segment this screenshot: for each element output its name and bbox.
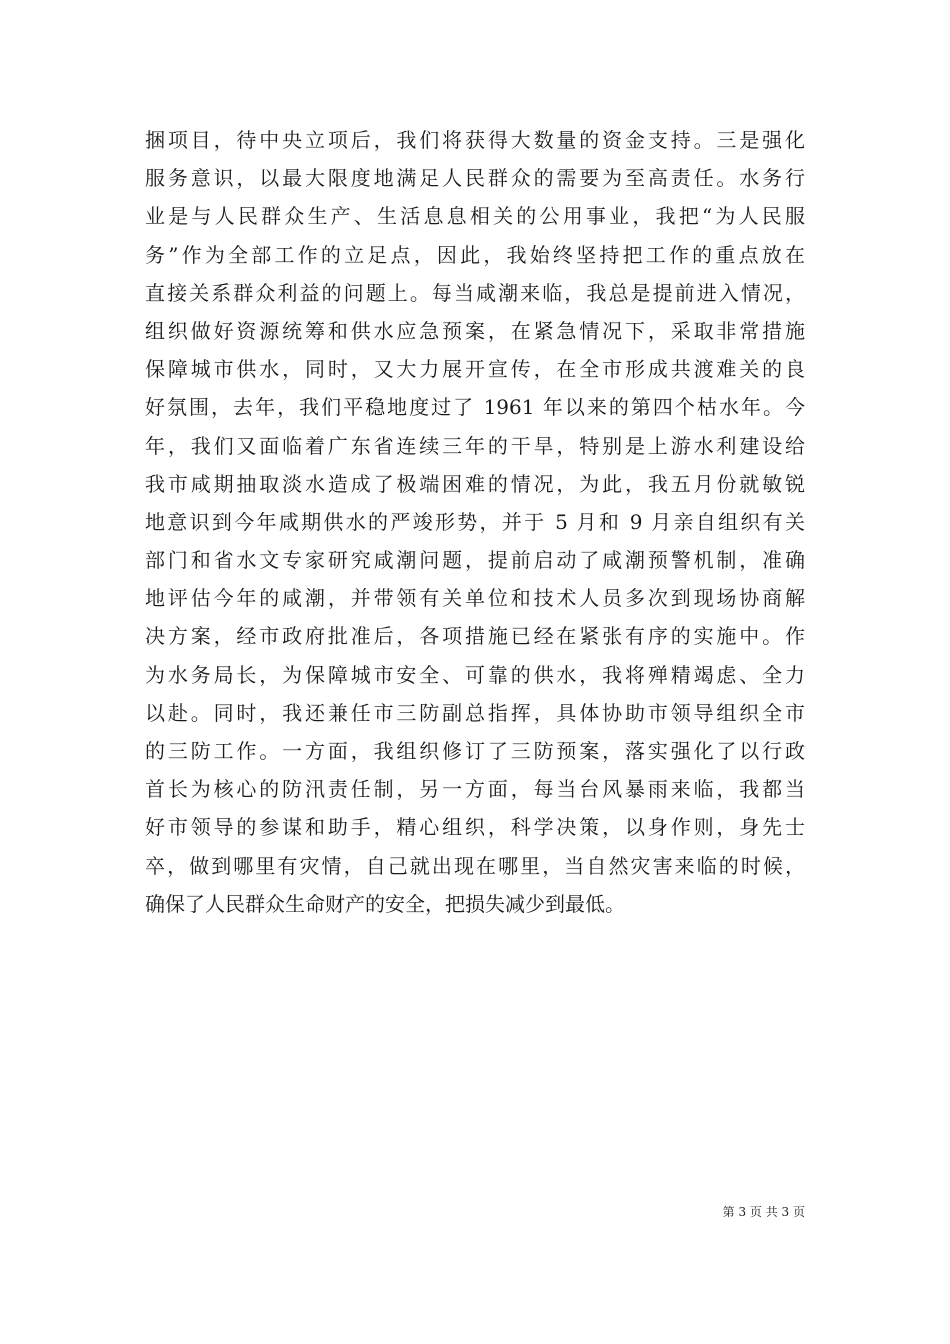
text-line: 首长为核心的防汛责任制，另一方面，每当台风暴雨来临，我都当: [145, 777, 805, 802]
text-line: 卒，做到哪里有灾情，自己就出现在哪里，当自然灾害来临的时候，: [145, 853, 805, 878]
text-line: 的三防工作。一方面，我组织修订了三防预案，落实强化了以行政: [145, 739, 805, 763]
text-line: 直接关系群众利益的问题上。每当咸潮来临，我总是提前进入情况，: [145, 280, 805, 305]
text-line: 地意识到今年咸期供水的严竣形势，并于 5 月和 9 月亲自组织有关: [145, 509, 805, 534]
text-line: 服务意识，以最大限度地满足人民群众的需要为至高责任。水务行: [145, 166, 805, 191]
text-line: 以赴。同时，我还兼任市三防副总指挥，具体协助市领导组织全市: [145, 700, 805, 725]
text-line: 业是与人民群众生产、生活息息相关的公用事业，我把“为人民服: [145, 204, 805, 229]
text-line: 务”作为全部工作的立足点，因此，我始终坚持把工作的重点放在: [145, 242, 805, 267]
text-line: 地评估今年的咸潮，并带领有关单位和技术人员多次到现场协商解: [145, 586, 805, 611]
text-line: 确保了人民群众生命财产的安全，把损失减少到最低。: [145, 891, 625, 916]
page-number-footer: 第 3 页 共 3 页: [722, 1205, 805, 1219]
text-line: 决方案，经市政府批准后，各项措施已经在紧张有序的实施中。作: [145, 624, 805, 649]
text-line: 好氛围，去年，我们平稳地度过了 1961 年以来的第四个枯水年。今: [145, 395, 805, 420]
text-line: 为水务局长，为保障城市安全、可靠的供水，我将殚精竭虑、全力: [145, 662, 805, 687]
text-line: 捆项目，待中央立项后，我们将获得大数量的资金支持。三是强化: [145, 128, 805, 152]
text-line: 保障城市供水，同时，又大力展开宣传，在全市形成共渡难关的良: [145, 357, 805, 382]
text-line: 组织做好资源统筹和供水应急预案，在紧急情况下，采取非常措施: [145, 318, 805, 343]
text-line: 部门和省水文专家研究咸潮问题，提前启动了咸潮预警机制，准确: [145, 548, 805, 573]
text-line: 我市咸期抽取淡水造成了极端困难的情况，为此，我五月份就敏锐: [145, 471, 805, 496]
text-line: 好市领导的参谋和助手，精心组织，科学决策，以身作则，身先士: [145, 815, 805, 840]
text-line: 年，我们又面临着广东省连续三年的干旱，特别是上游水利建设给: [145, 433, 805, 458]
body-paragraph: [145, 121, 805, 923]
